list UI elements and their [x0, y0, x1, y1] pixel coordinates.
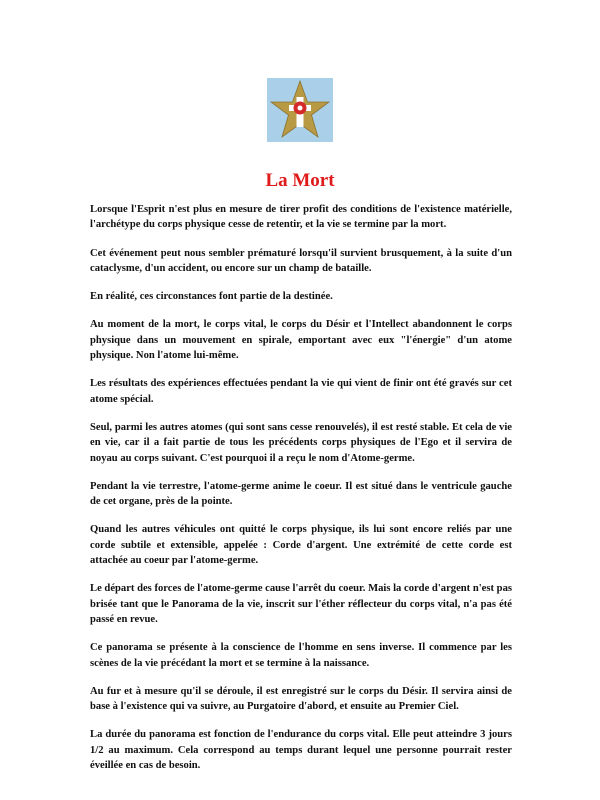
- paragraph: Le départ des forces de l'atome-germe cause l'arrêt du coeur. Mais la corde d'argent n'est pas brisée tant que le Panorama de la vie, inscrit sur l'éther réflecteur du corps vital, n'a pas été passé en revue.: [90, 583, 512, 625]
- paragraph: Cet événement peut nous sembler prématuré lorsqu'il survient brusquement, à la suite d'un cataclysme, d'un accident, ou encore sur un champ de bataille.: [90, 247, 512, 274]
- paragraph: Au fur et à mesure qu'il se déroule, il est enregistré sur le corps du Désir. Il servira ainsi de base à l'existence qui va suivre, au Purgatoire d'abord, et ensuite au Premier Ciel.: [90, 685, 512, 713]
- paragraph: Seul, parmi les autres atomes (qui sont sans cesse renouvelés), il est resté stable. Et cela de vie en vie, car il a fait partie de tous les précédents corps physiques de l'Ego et il servira de noyau au corps suivant. C'est pourquoi il a reçu le nom d'Atome-germe.: [90, 421, 512, 464]
- paragraph: Les résultats des expériences effectuées pendant la vie qui vient de finir ont été gravés sur cet atome spécial.: [90, 378, 512, 405]
- paragraph: Ce panorama se présente à la conscience de l'homme en sens inverse. Il commence par les scènes de la vie précédant la mort et se termine à la naissance.: [90, 642, 512, 669]
- paragraph: En réalité, ces circonstances font partie de la destinée.: [90, 291, 333, 303]
- rose-center: [298, 106, 303, 111]
- article-body: [90, 202, 512, 786]
- page-title: La Mort: [265, 170, 335, 191]
- paragraph: La durée du panorama est fonction de l'endurance du corps vital. Elle peut atteindre 3 jours 1/2 au maximum. Cela correspond au temps durant lequel une personne pourrait rester éveillée en cas de besoin.: [90, 729, 512, 772]
- paragraph: Pendant la vie terrestre, l'atome-germe anime le coeur. Il est situé dans le ventricule gauche de cet organe, près de la pointe.: [90, 480, 512, 508]
- paragraph: Au moment de la mort, le corps vital, le corps du Désir et l'Intellect abandonnent le corps physique dans un mouvement en spirale, emportant avec eux "l'énergie" d'un atome physique. Non l'atome lui-même.: [90, 319, 512, 362]
- emblem-graphic: [267, 78, 333, 142]
- paragraph: Quand les autres véhicules ont quitté le corps physique, ils lui sont encore reliés par une corde subtile et extensible, appelée : Corde d'argent. Une extrémité de cette corde est attachée au coeur par l'atome-germe.: [90, 524, 512, 567]
- star-rose-cross-icon: [267, 78, 333, 142]
- paragraph: Lorsque l'Esprit n'est plus en mesure de tirer profit des conditions de l'existence matérielle, l'archétype du corps physique cesse de retentir, et la vie se termine par la mort.: [90, 204, 512, 231]
